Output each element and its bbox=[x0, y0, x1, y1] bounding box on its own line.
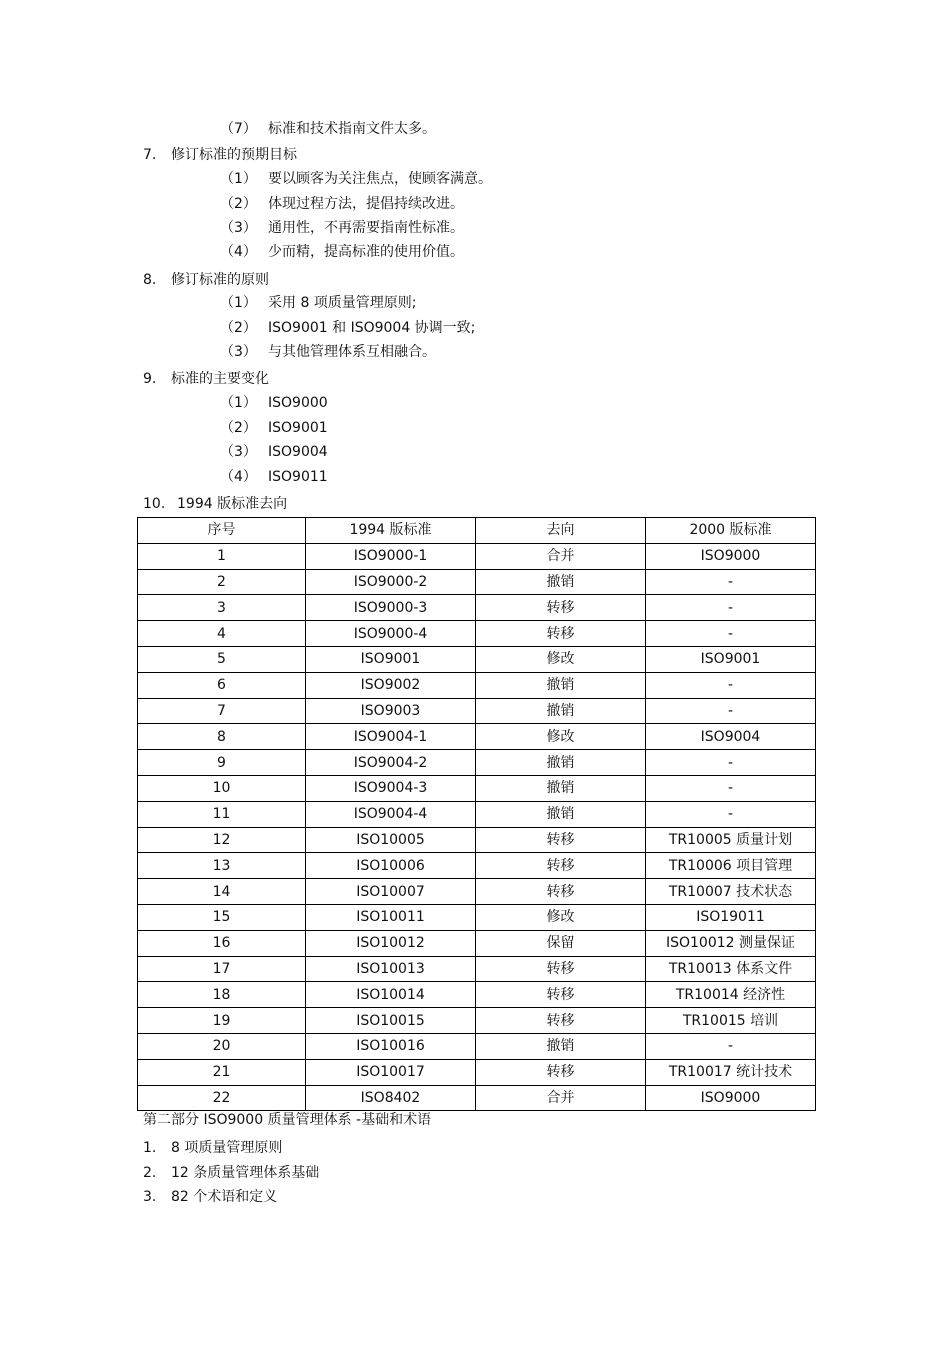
cell-2000-standard: TR10005 质量计划 bbox=[646, 827, 816, 853]
cell-destination: 转移 bbox=[476, 595, 646, 621]
item-text: ISO9001 bbox=[268, 420, 328, 436]
cell-number: 19 bbox=[138, 1008, 306, 1034]
cell-destination: 转移 bbox=[476, 827, 646, 853]
section-number: 9. bbox=[143, 371, 157, 387]
cell-2000-standard: - bbox=[646, 672, 816, 698]
table-row bbox=[138, 569, 816, 595]
cell-2000-standard: - bbox=[646, 1033, 816, 1059]
table-row bbox=[138, 750, 816, 776]
cell-number: 14 bbox=[138, 879, 306, 905]
cell-destination: 转移 bbox=[476, 1008, 646, 1034]
col-header-destination: 去向 bbox=[476, 518, 646, 544]
section-number: 10. bbox=[143, 496, 166, 512]
cell-2000-standard: TR10007 技术状态 bbox=[646, 879, 816, 905]
item-text: 要以顾客为关注焦点，使顾客满意。 bbox=[268, 171, 492, 187]
table-row bbox=[138, 801, 816, 827]
cell-1994-standard: ISO10017 bbox=[306, 1059, 476, 1085]
cell-1994-standard: ISO9000-4 bbox=[306, 621, 476, 647]
cell-number: 6 bbox=[138, 672, 306, 698]
cell-1994-standard: ISO9000-1 bbox=[306, 543, 476, 569]
item-number: （2） bbox=[220, 420, 257, 436]
cell-2000-standard: - bbox=[646, 595, 816, 621]
item-number: （1） bbox=[220, 295, 257, 311]
item-text: 体现过程方法，提倡持续改进。 bbox=[268, 196, 464, 212]
table-row bbox=[138, 1008, 816, 1034]
cell-number: 8 bbox=[138, 724, 306, 750]
cell-2000-standard: ISO9004 bbox=[646, 724, 816, 750]
section-title: 1994 版标准去向 bbox=[177, 496, 288, 512]
section-heading bbox=[143, 370, 269, 388]
section-number: 8. bbox=[143, 272, 157, 288]
cell-number: 21 bbox=[138, 1059, 306, 1085]
cell-1994-standard: ISO10012 bbox=[306, 930, 476, 956]
item-number: （3） bbox=[220, 220, 257, 236]
cell-destination: 保留 bbox=[476, 930, 646, 956]
standards-table bbox=[137, 517, 816, 1111]
cell-number: 11 bbox=[138, 801, 306, 827]
list-item bbox=[220, 294, 417, 312]
cell-number: 15 bbox=[138, 904, 306, 930]
cell-1994-standard: ISO9004-1 bbox=[306, 724, 476, 750]
item-number: （2） bbox=[220, 196, 257, 212]
section-number: 7. bbox=[143, 147, 157, 163]
cell-1994-standard: ISO10014 bbox=[306, 982, 476, 1008]
cell-2000-standard: - bbox=[646, 698, 816, 724]
cell-number: 5 bbox=[138, 646, 306, 672]
table-row bbox=[138, 595, 816, 621]
table-row bbox=[138, 775, 816, 801]
list-item bbox=[220, 243, 464, 261]
item-number: 3. bbox=[143, 1189, 157, 1205]
list-item bbox=[143, 1188, 277, 1206]
item-number: （3） bbox=[220, 344, 257, 360]
cell-number: 12 bbox=[138, 827, 306, 853]
list-item bbox=[143, 1164, 319, 1182]
item-text: ISO9011 bbox=[268, 469, 328, 485]
cell-1994-standard: ISO10005 bbox=[306, 827, 476, 853]
cell-2000-standard: - bbox=[646, 775, 816, 801]
cell-destination: 转移 bbox=[476, 853, 646, 879]
cell-destination: 撤销 bbox=[476, 569, 646, 595]
list-item bbox=[220, 443, 328, 461]
cell-2000-standard: TR10013 体系文件 bbox=[646, 956, 816, 982]
list-item bbox=[220, 120, 436, 138]
table-row bbox=[138, 827, 816, 853]
cell-2000-standard: TR10006 项目管理 bbox=[646, 853, 816, 879]
cell-1994-standard: ISO9000-3 bbox=[306, 595, 476, 621]
list-item bbox=[220, 319, 475, 337]
cell-destination: 合并 bbox=[476, 1085, 646, 1111]
table-row bbox=[138, 621, 816, 647]
item-number: 2. bbox=[143, 1165, 157, 1181]
cell-number: 1 bbox=[138, 543, 306, 569]
table-row bbox=[138, 904, 816, 930]
cell-number: 2 bbox=[138, 569, 306, 595]
cell-number: 17 bbox=[138, 956, 306, 982]
cell-number: 16 bbox=[138, 930, 306, 956]
cell-1994-standard: ISO9004-3 bbox=[306, 775, 476, 801]
item-number: （4） bbox=[220, 469, 257, 485]
cell-2000-standard: TR10017 统计技术 bbox=[646, 1059, 816, 1085]
section-title: 修订标准的原则 bbox=[171, 272, 269, 288]
table-row bbox=[138, 672, 816, 698]
table-row bbox=[138, 698, 816, 724]
item-text: 采用 8 项质量管理原则; bbox=[268, 295, 417, 311]
cell-1994-standard: ISO10011 bbox=[306, 904, 476, 930]
cell-destination: 转移 bbox=[476, 879, 646, 905]
cell-destination: 转移 bbox=[476, 1059, 646, 1085]
table-row bbox=[138, 982, 816, 1008]
col-header-number: 序号 bbox=[138, 518, 306, 544]
table-row bbox=[138, 879, 816, 905]
item-text: 82 个术语和定义 bbox=[171, 1189, 278, 1205]
item-text: ISO9004 bbox=[268, 444, 328, 460]
cell-destination: 转移 bbox=[476, 956, 646, 982]
cell-number: 7 bbox=[138, 698, 306, 724]
table-row bbox=[138, 646, 816, 672]
cell-2000-standard: ISO19011 bbox=[646, 904, 816, 930]
list-item bbox=[220, 219, 464, 237]
cell-1994-standard: ISO9003 bbox=[306, 698, 476, 724]
cell-1994-standard: ISO10007 bbox=[306, 879, 476, 905]
col-header-2000: 2000 版标准 bbox=[646, 518, 816, 544]
cell-destination: 撤销 bbox=[476, 801, 646, 827]
cell-number: 10 bbox=[138, 775, 306, 801]
cell-number: 3 bbox=[138, 595, 306, 621]
cell-destination: 撤销 bbox=[476, 698, 646, 724]
cell-destination: 修改 bbox=[476, 904, 646, 930]
cell-destination: 转移 bbox=[476, 621, 646, 647]
item-number: （7） bbox=[220, 121, 257, 137]
item-number: （4） bbox=[220, 244, 257, 260]
cell-2000-standard: - bbox=[646, 569, 816, 595]
table-row bbox=[138, 930, 816, 956]
part2-heading: 第二部分 ISO9000 质量管理体系 -基础和术语 bbox=[143, 1112, 432, 1128]
item-number: （2） bbox=[220, 320, 257, 336]
list-item bbox=[220, 419, 328, 437]
cell-2000-standard: TR10015 培训 bbox=[646, 1008, 816, 1034]
cell-1994-standard: ISO9002 bbox=[306, 672, 476, 698]
item-text: 与其他管理体系互相融合。 bbox=[268, 344, 436, 360]
table-row bbox=[138, 853, 816, 879]
cell-destination: 撤销 bbox=[476, 750, 646, 776]
item-text: 通用性，不再需要指南性标准。 bbox=[268, 220, 464, 236]
item-text: 12 条质量管理体系基础 bbox=[171, 1165, 320, 1181]
section-heading bbox=[143, 495, 287, 513]
cell-2000-standard: ISO9000 bbox=[646, 1085, 816, 1111]
cell-1994-standard: ISO9004-2 bbox=[306, 750, 476, 776]
table-header-row bbox=[138, 518, 816, 544]
item-number: （3） bbox=[220, 444, 257, 460]
cell-1994-standard: ISO10006 bbox=[306, 853, 476, 879]
item-number: 1. bbox=[143, 1140, 157, 1156]
list-item bbox=[220, 394, 328, 412]
table-row bbox=[138, 1059, 816, 1085]
table-row bbox=[138, 724, 816, 750]
section-heading bbox=[143, 271, 269, 289]
cell-number: 22 bbox=[138, 1085, 306, 1111]
section-title: 标准的主要变化 bbox=[171, 371, 269, 387]
col-header-1994: 1994 版标准 bbox=[306, 518, 476, 544]
item-text: 少而精，提高标准的使用价值。 bbox=[268, 244, 464, 260]
cell-2000-standard: - bbox=[646, 621, 816, 647]
cell-destination: 撤销 bbox=[476, 1033, 646, 1059]
cell-destination: 撤销 bbox=[476, 672, 646, 698]
list-item bbox=[220, 468, 328, 486]
cell-number: 13 bbox=[138, 853, 306, 879]
cell-destination: 撤销 bbox=[476, 775, 646, 801]
table-row bbox=[138, 543, 816, 569]
list-item bbox=[220, 343, 436, 361]
cell-1994-standard: ISO10013 bbox=[306, 956, 476, 982]
cell-1994-standard: ISO9004-4 bbox=[306, 801, 476, 827]
list-item bbox=[143, 1139, 282, 1157]
cell-2000-standard: TR10014 经济性 bbox=[646, 982, 816, 1008]
item-text: ISO9001 和 ISO9004 协调一致; bbox=[268, 320, 476, 336]
table-row bbox=[138, 956, 816, 982]
item-number: （1） bbox=[220, 171, 257, 187]
cell-2000-standard: ISO10012 测量保证 bbox=[646, 930, 816, 956]
section-heading bbox=[143, 146, 297, 164]
cell-1994-standard: ISO10015 bbox=[306, 1008, 476, 1034]
section-title: 修订标准的预期目标 bbox=[171, 147, 297, 163]
cell-2000-standard: ISO9001 bbox=[646, 646, 816, 672]
cell-destination: 修改 bbox=[476, 646, 646, 672]
cell-number: 18 bbox=[138, 982, 306, 1008]
cell-1994-standard: ISO8402 bbox=[306, 1085, 476, 1111]
list-item bbox=[220, 195, 464, 213]
table-body bbox=[138, 543, 816, 1111]
cell-number: 20 bbox=[138, 1033, 306, 1059]
table-row bbox=[138, 1033, 816, 1059]
cell-2000-standard: - bbox=[646, 801, 816, 827]
cell-number: 4 bbox=[138, 621, 306, 647]
item-text: ISO9000 bbox=[268, 395, 328, 411]
cell-2000-standard: ISO9000 bbox=[646, 543, 816, 569]
item-text: 标准和技术指南文件太多。 bbox=[268, 121, 436, 137]
cell-destination: 修改 bbox=[476, 724, 646, 750]
list-item bbox=[220, 170, 492, 188]
item-text: 8 项质量管理原则 bbox=[171, 1140, 283, 1156]
cell-2000-standard: - bbox=[646, 750, 816, 776]
item-number: （1） bbox=[220, 395, 257, 411]
cell-destination: 合并 bbox=[476, 543, 646, 569]
cell-number: 9 bbox=[138, 750, 306, 776]
cell-1994-standard: ISO9000-2 bbox=[306, 569, 476, 595]
cell-1994-standard: ISO10016 bbox=[306, 1033, 476, 1059]
cell-destination: 转移 bbox=[476, 982, 646, 1008]
table-row bbox=[138, 1085, 816, 1111]
cell-1994-standard: ISO9001 bbox=[306, 646, 476, 672]
